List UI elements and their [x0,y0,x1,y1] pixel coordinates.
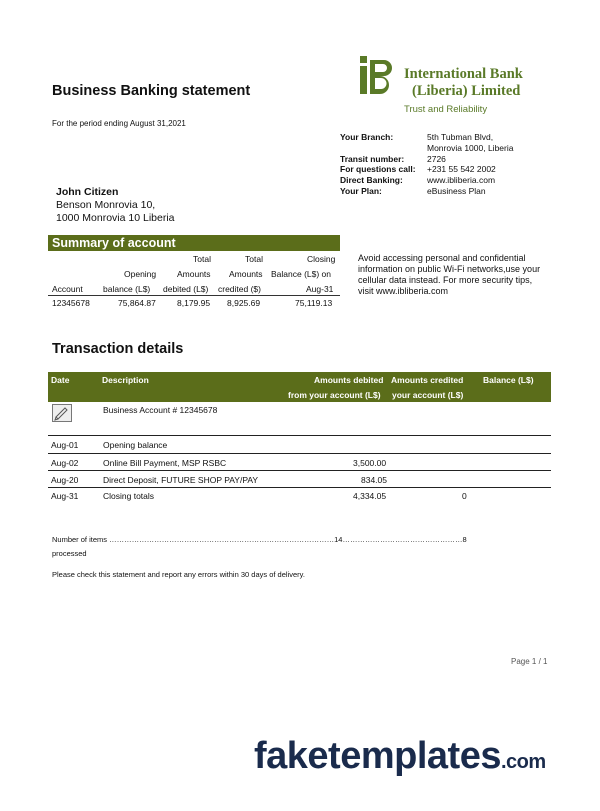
col-balance: Balance (L$) [483,375,534,385]
info-row [340,186,513,197]
tx-debit: 4,334.05 [353,491,387,501]
info-row [340,164,513,175]
info-row [340,175,513,186]
summary-col-balance-on: Balance (L$) on [271,269,332,279]
summary-col-date: Aug-31 [306,284,334,294]
bank-name-line2: (Liberia) Limited [412,83,521,99]
info-row [340,143,513,154]
customer-address-line2: 1000 Monrovia 10 Liberia [56,212,175,224]
page-number: Page 1 / 1 [511,657,548,666]
tx-description: Online Bill Payment, MSP RSBC [103,458,227,468]
summary-col-closing: Closing [307,254,336,264]
summary-credited-value: 8,925.69 [227,298,261,308]
number-of-items: Number of items ………………………………………………………………………………14…………………………………………8 [52,535,467,544]
summary-account-number: 12345678 [52,298,90,308]
info-label: For questions call: [340,164,416,175]
check-note: Please check this statement and report any errors within 30 days of delivery. [52,570,305,579]
col-description: Description [102,375,149,385]
summary-col-total-credited: Total [245,254,263,264]
table-rule [48,453,551,454]
col-date: Date [51,375,70,385]
info-value: Monrovia 1000, Liberia [427,142,514,153]
tx-credit: 0 [462,491,467,501]
watermark-text: faketemplates [254,735,501,777]
summary-opening-value: 75,864.87 [118,298,156,308]
info-label: Transit number: [340,153,405,164]
col-debited-sub: from your account (L$) [288,390,381,400]
summary-col-total-debited: Total [193,254,211,264]
table-row [48,456,551,469]
summary-col-account: Account [52,284,83,294]
summary-col-opening: Opening [124,269,157,279]
col-credited: Amounts credited [391,375,464,385]
info-row [340,132,513,143]
summary-heading: Summary of account [48,235,340,251]
watermark-suffix: .com [500,751,546,773]
tx-date: Aug-20 [51,475,79,485]
summary-col-amounts-2: Amounts [229,269,263,279]
summary-closing-value: 75,119.13 [295,298,333,308]
business-account-line: Business Account # 12345678 [103,405,218,415]
bank-tagline: Trust and Reliability [404,104,488,115]
summary-col-credited: credited ($) [218,284,261,294]
bank-logo-icon [356,54,400,100]
table-rule [48,470,551,471]
statement-period: For the period ending August 31,2021 [52,119,186,128]
items-processed: processed [52,549,87,558]
table-rule [48,487,551,488]
table-rule [48,435,551,436]
transaction-details-title: Transaction details [52,341,184,357]
summary-col-opening-balance: balance (L$) [103,284,151,294]
table-row [48,489,551,502]
info-value: 2726 [427,153,446,164]
info-row [340,154,513,165]
info-label: Your Plan: [340,185,382,196]
bank-name-line1: International Bank [404,66,523,82]
info-value: 5th Tubman Blvd, [427,132,494,142]
branch-info [340,132,513,197]
info-value: eBusiness Plan [427,185,486,196]
info-label: Your Branch: [340,132,394,142]
table-row [48,473,551,486]
tx-date: Aug-01 [51,440,79,450]
statement-document-icon [52,404,72,422]
bank-name [404,66,523,100]
summary-debited-value: 8,179.95 [177,298,211,308]
statement-title: Business Banking statement [52,83,251,99]
tx-description: Direct Deposit, FUTURE SHOP PAY/PAY [103,475,259,485]
col-debited: Amounts debited [314,375,384,385]
tx-date: Aug-31 [51,491,79,501]
tx-date: Aug-02 [51,458,79,468]
tx-debit: 3,500.00 [353,458,387,468]
transaction-header [48,372,551,402]
security-notice: Avoid accessing personal and confidential information on public Wi-Fi networks,use your cellular data instead. For more security tips, visit www.ibliberia.com [358,253,541,296]
summary-col-debited: debited (L$) [163,284,209,294]
info-value: +231 55 542 2002 [427,164,496,175]
tx-debit: 834.05 [361,475,387,485]
col-credited-sub: your account (L$) [392,390,464,400]
customer-address [56,186,175,225]
info-label: Direct Banking: [340,175,403,186]
tx-description: Closing totals [103,491,155,501]
summary-divider [48,295,340,296]
table-row [48,438,551,451]
tx-description: Opening balance [103,440,168,450]
customer-name: John Citizen [56,186,119,198]
watermark [254,735,546,778]
customer-address-line1: Benson Monrovia 10, [56,199,156,211]
summary-col-amounts-1: Amounts [177,269,211,279]
info-value: www.ibliberia.com [427,175,496,186]
info-label [340,143,427,154]
